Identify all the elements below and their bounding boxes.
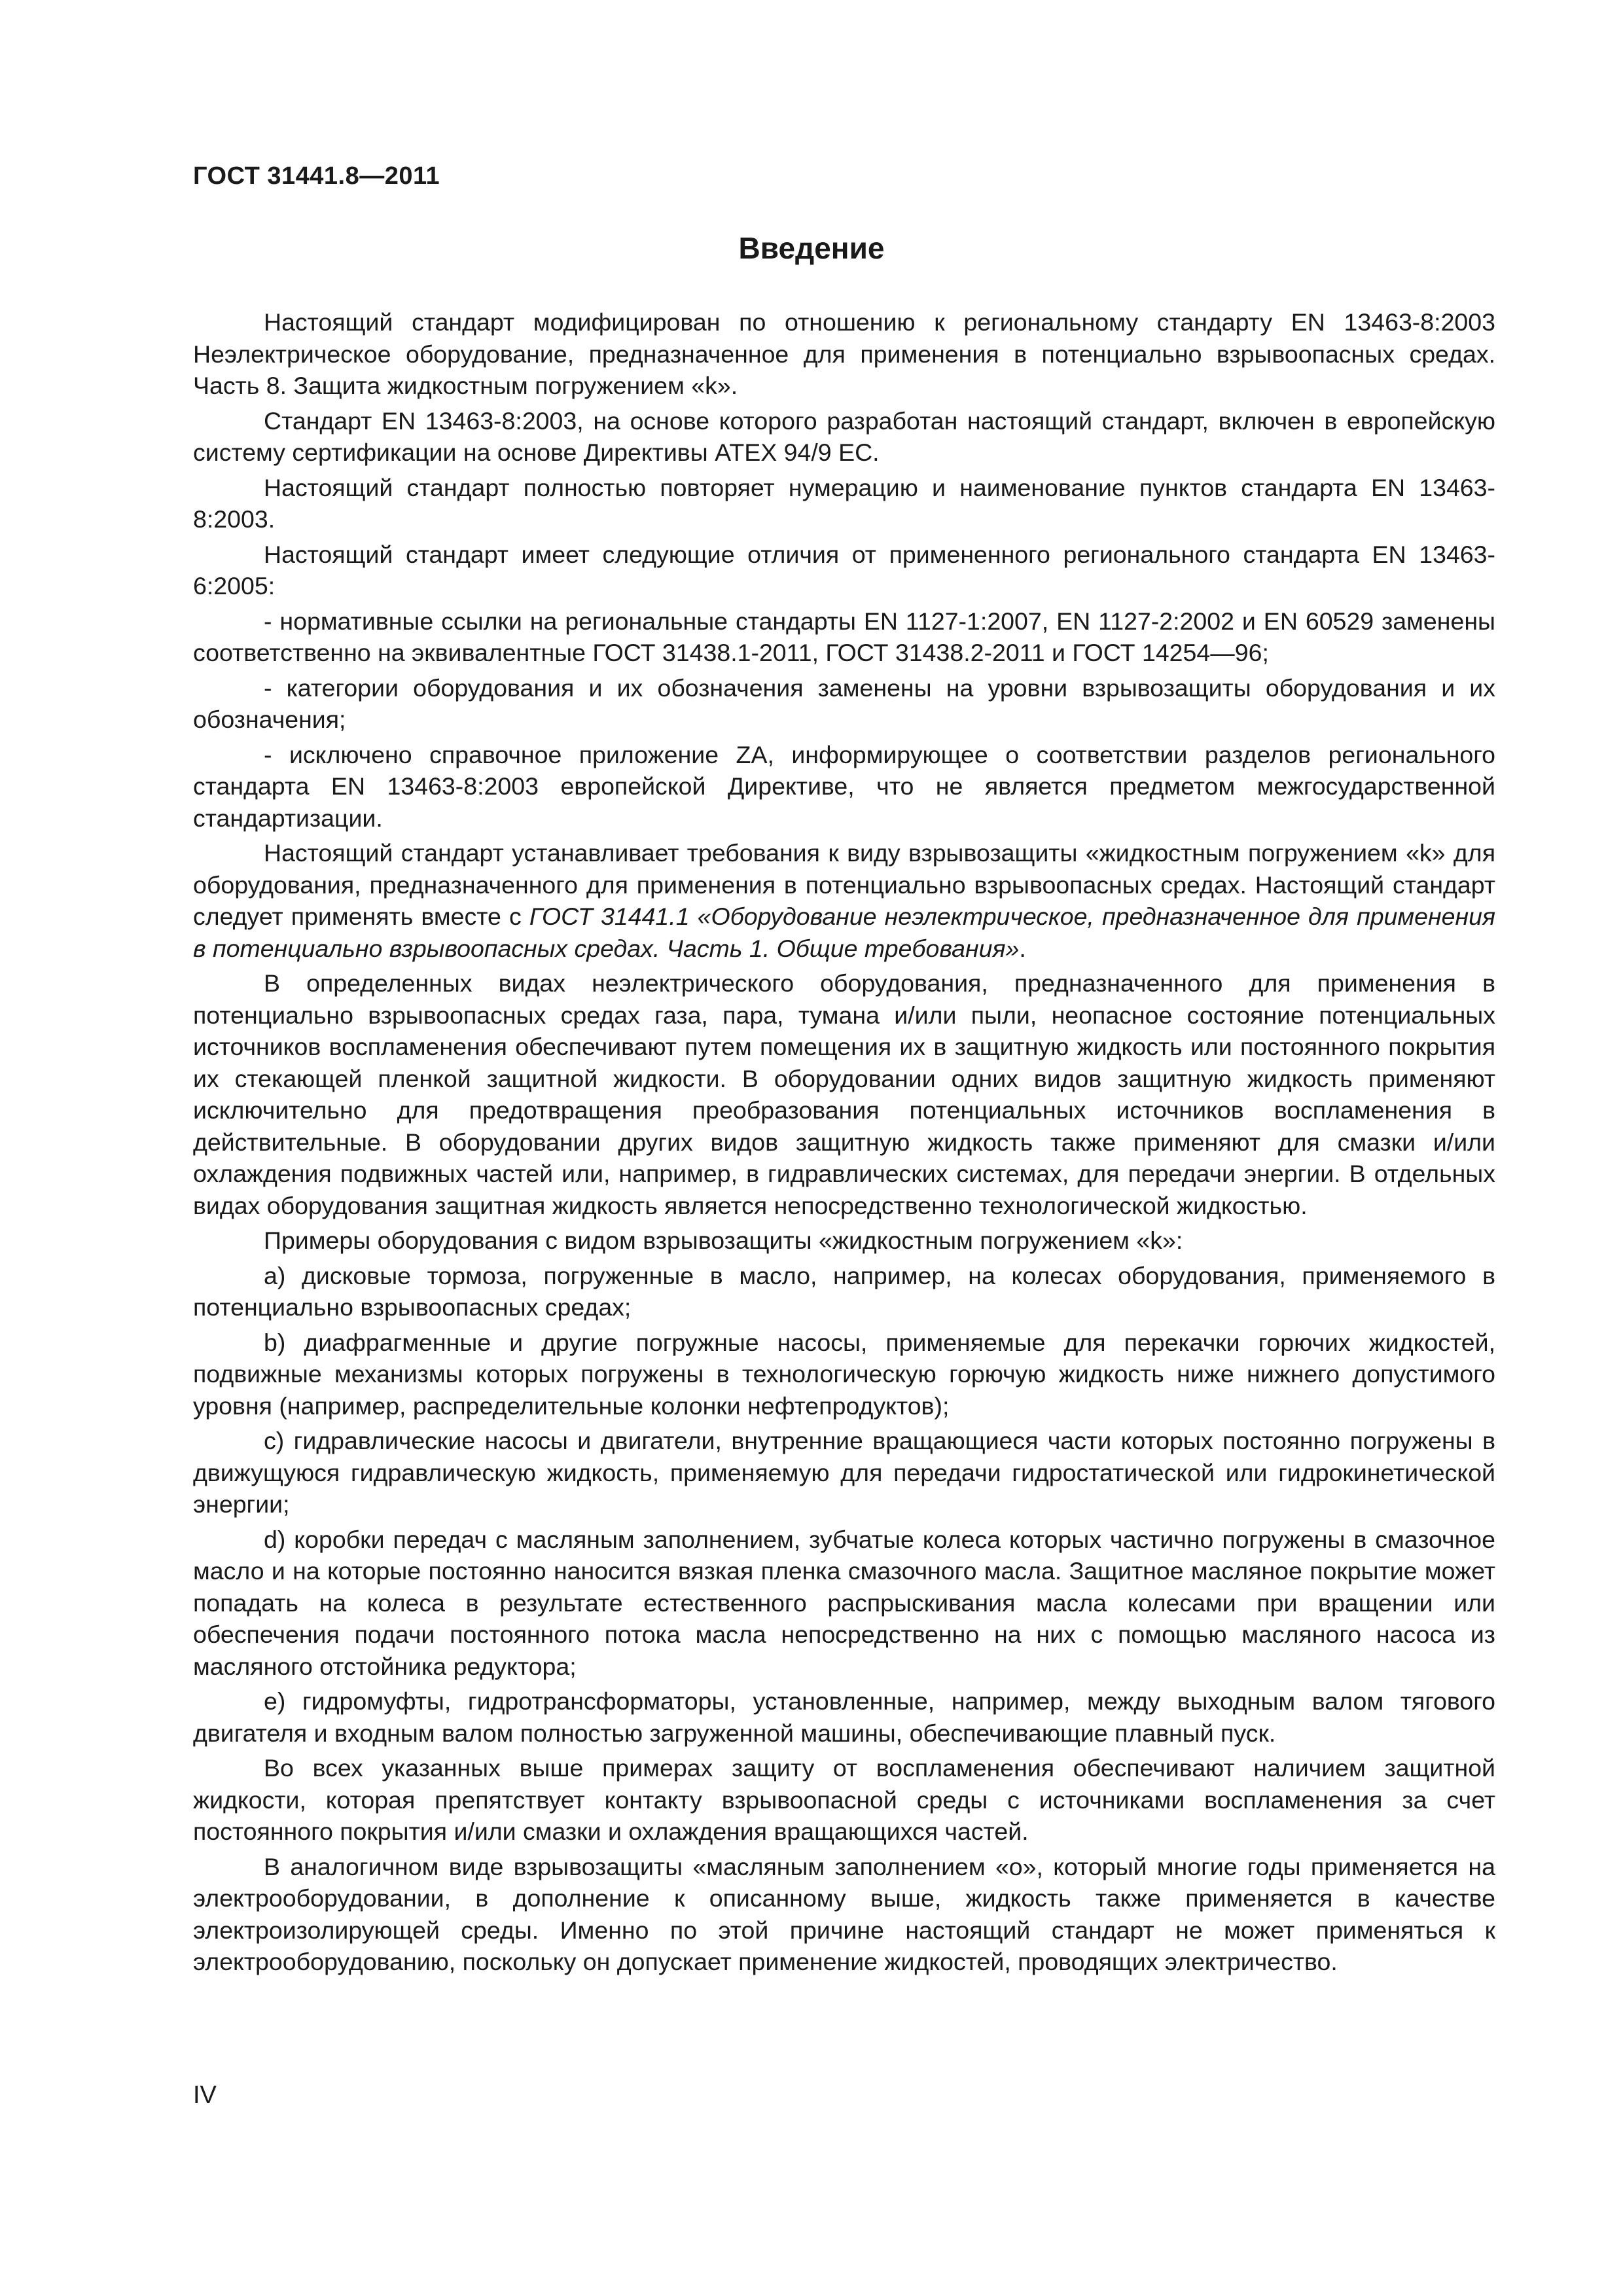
list-item: c) гидравлические насосы и двигатели, внутренние вращающиеся части которых постоянно погружены в движущуюся гидравлическую жидкость, применяемую для передачи гидростатической или гидрокинетической энергии; xyxy=(193,1427,1495,1518)
paragraph: Во всех указанных выше примерах защиту от воспламенения обеспечивают наличием защитной жидкости, которая препятствует контакту взрывоопасной среды с источниками воспламенения за счет постоянного покрытия и/или смазки и охлаждения вращающихся частей. xyxy=(193,1754,1495,1845)
list-item: e) гидромуфты, гидротрансформаторы, установленные, например, между выходным валом тягового двигателя и входным валом полностью загруженной машины, обеспечивающие плавный пуск. xyxy=(193,1687,1495,1747)
list-item: - нормативные ссылки на региональные стандарты EN 1127-1:2007, EN 1127-2:2002 и EN 60529 заменены соответственно на эквивалентные ГОСТ 31438.1-2011, ГОСТ 31438.2-2011 и ГОСТ 14254—96; xyxy=(193,607,1495,666)
list-item: d) коробки передач с масляным заполнением, зубчатые колеса которых частично погружены в смазочное масло и на которые постоянно наносится вязкая пленка смазочного масла. Защитное масляное покрытие может попадать на колеса в результате естественного распрыскивания масла колесами при вращении или обеспечения подачи постоянного потока масла непосредственно на них с помощью масляного насоса из масляного отстойника редуктора; xyxy=(193,1525,1495,1680)
paragraph: Стандарт EN 13463-8:2003, на основе которого разработан настоящий стандарт, включен в европейскую систему сертификации на основе Директивы ATEX 94/9 EC. xyxy=(193,406,1495,466)
gost-reference: ГОСТ 31441.1 «Оборудование неэлектрическое, предназначенное для применения в потенциально взрывоопасных средах. Часть 1. Общие требования» xyxy=(193,903,1495,962)
body-text xyxy=(193,306,1495,1981)
paragraph: В определенных видах неэлектрического оборудования, предназначенного для применения в потенциально взрывоопасных средах газа, пара, тумана и/или пыли, неопасное состояние потенциальных источников воспламенения обеспечивают путем помещения их в защитную жидкость или постоянного покрытия их стекающей пленкой защитной жидкости. В оборудовании одних видов защитную жидкость применяют исключительно для предотвращения преобразования потенциальных источников воспламенения в действительные. В оборудовании других видов защитную жидкость также применяют для смазки и/или охлаждения подвижных частей или, например, в гидравлических системах, для передачи энергии. В отдельных видах оборудования защитная жидкость является непосредственно технологической жидкостью. xyxy=(193,969,1495,1219)
document-header: ГОСТ 31441.8—2011 xyxy=(193,162,440,190)
paragraph: Примеры оборудования с видом взрывозащиты «жидкостным погружением «k»: xyxy=(264,1227,1183,1254)
list-item: b) диафрагменные и другие погружные насосы, применяемые для перекачки горючих жидкостей, подвижные механизмы которых погружены в технологическую горючую жидкость ниже нижнего допустимого уровня (например, распределительные колонки нефтепродуктов); xyxy=(193,1328,1495,1420)
paragraph: Настоящий стандарт полностью повторяет нумерацию и наименование пунктов стандарта EN 13463-8:2003. xyxy=(193,473,1495,533)
scope-paragraph xyxy=(193,837,1495,964)
list-item: a) дисковые тормоза, погруженные в масло, например, на колесах оборудования, применяемого в потенциально взрывоопасных средах; xyxy=(193,1261,1495,1321)
list-item: - исключено справочное приложение ZA, информирующее о соответствии разделов регионального стандарта EN 13463-8:2003 европейской Директиве, что не является предметом межгосударственной стандартизации. xyxy=(193,740,1495,832)
page-number: IV xyxy=(193,2081,217,2109)
list-item: - категории оборудования и их обозначения заменены на уровни взрывозащиты оборудования и их обозначения; xyxy=(193,673,1495,733)
scope-text-end: . xyxy=(1019,934,1026,962)
paragraph: Настоящий стандарт модифицирован по отношению к региональному стандарту EN 13463-8:2003 Неэлектрическое оборудование, предназначенное для применения в потенциально взрывоопасных средах. Часть 8. Защита жидкостным погружением «k». xyxy=(193,308,1495,399)
paragraph: В аналогичном виде взрывозащиты «масляным заполнением «o», который многие годы применяется на электрооборудовании, в дополнение к описанному выше, жидкость также применяется в качестве электроизолирующей среды. Именно по этой причине настоящий стандарт не может применяться к электрооборудованию, поскольку он допускает применение жидкостей, проводящих электричество. xyxy=(193,1852,1495,1975)
scope-text: Настоящий стандарт устанавливает требования к виду взрывозащиты «жидкостным погружением «k» для оборудования, предназначенного для применения в потенциально взрывоопасных средах. Настоящий стандарт следует применять вместе с xyxy=(193,839,1495,930)
paragraph: Настоящий стандарт имеет следующие отличия от примененного регионального стандарта EN 13463-6:2005: xyxy=(193,540,1495,600)
section-title: Введение xyxy=(738,231,885,265)
